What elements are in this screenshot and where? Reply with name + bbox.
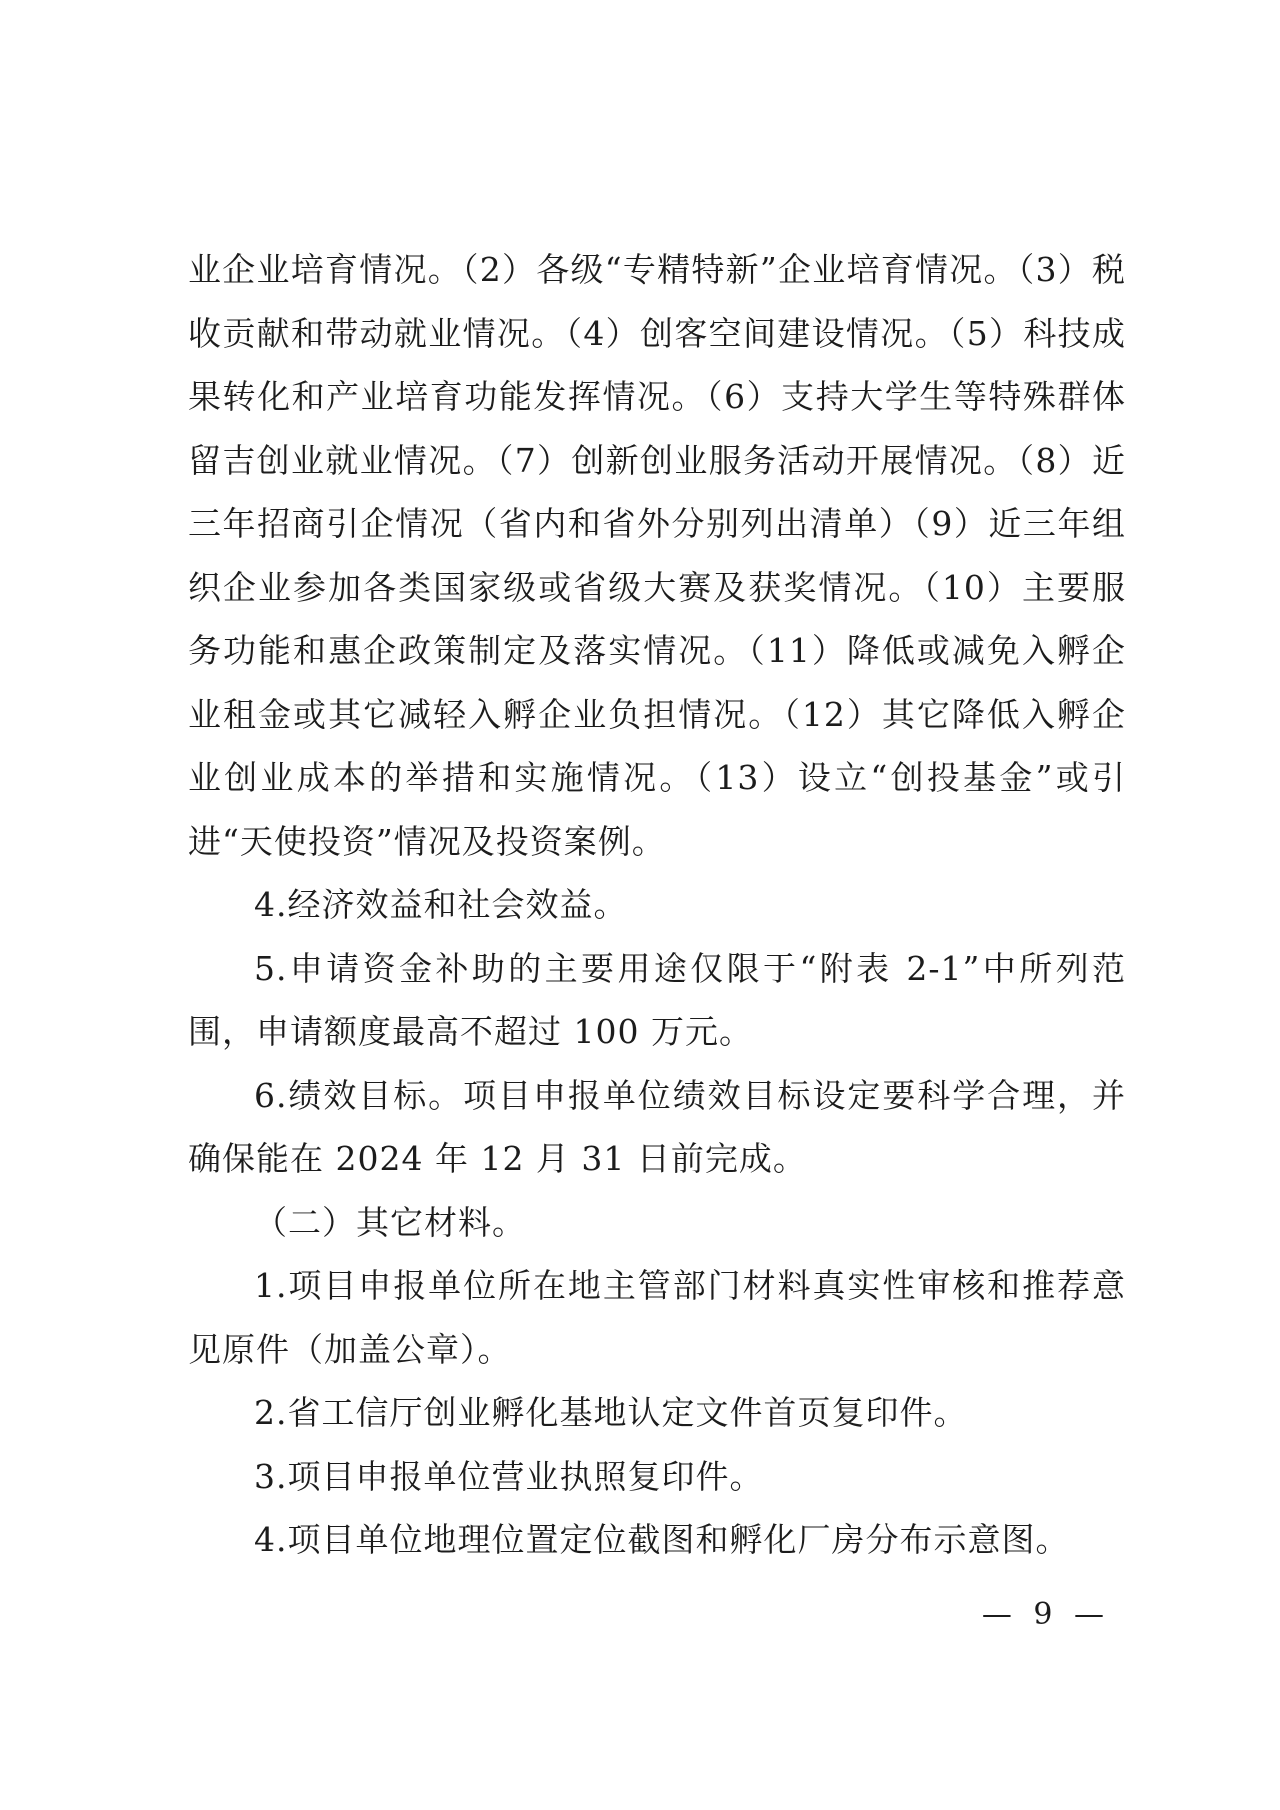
paragraph-material-1: 1.项目申报单位所在地主管部门材料真实性审核和推荐意见原件（加盖公章）。 <box>188 1266 1126 1369</box>
document-body <box>188 238 1126 1572</box>
paragraph-item-4: 4.经济效益和社会效益。 <box>254 885 628 924</box>
paragraph-material-4: 4.项目单位地理位置定位截图和孵化厂房分布示意图。 <box>254 1520 1070 1559</box>
page-number: — 9 — <box>981 1597 1110 1632</box>
section-heading-other-materials: （二）其它材料。 <box>254 1202 526 1242</box>
paragraph-material-3: 3.项目申报单位营业执照复印件。 <box>254 1456 764 1496</box>
paragraph-item-5: 5.申请资金补助的主要用途仅限于“附表 2-1”中所列范围，申请额度最高不超过 100 万元。 <box>188 948 1126 1051</box>
paragraph-material-2: 2.省工信厅创业孵化基地认定文件首页复印件。 <box>254 1393 968 1432</box>
paragraph-item-6: 6.绩效目标。项目申报单位绩效目标设定要科学合理，并确保能在 2024 年 12 月 31 日前完成。 <box>188 1075 1126 1178</box>
paragraph-continued-list: 业企业培育情况。（2）各级“专精特新”企业培育情况。（3）税收贡献和带动就业情况。（4）创客空间建设情况。（5）科技成果转化和产业培育功能发挥情况。（6）支持大学生等特殊群体留吉创业就业情况。（7）创新创业服务活动开展情况。（8）近三年招商引企情况（省内和省外分别列出清单）（9）近三年组织企业参加各类国家级或省级大赛及获奖情况。（10）主要服务功能和惠企政策制定及落实情况。（11）降低或减免入孵企业租金或其它减轻入孵企业负担情况。（12）其它降低入孵企业创业成本的举措和实施情况。（13）设立“创投基金”或引进“天使投资”情况及投资案例。 <box>188 250 1126 861</box>
